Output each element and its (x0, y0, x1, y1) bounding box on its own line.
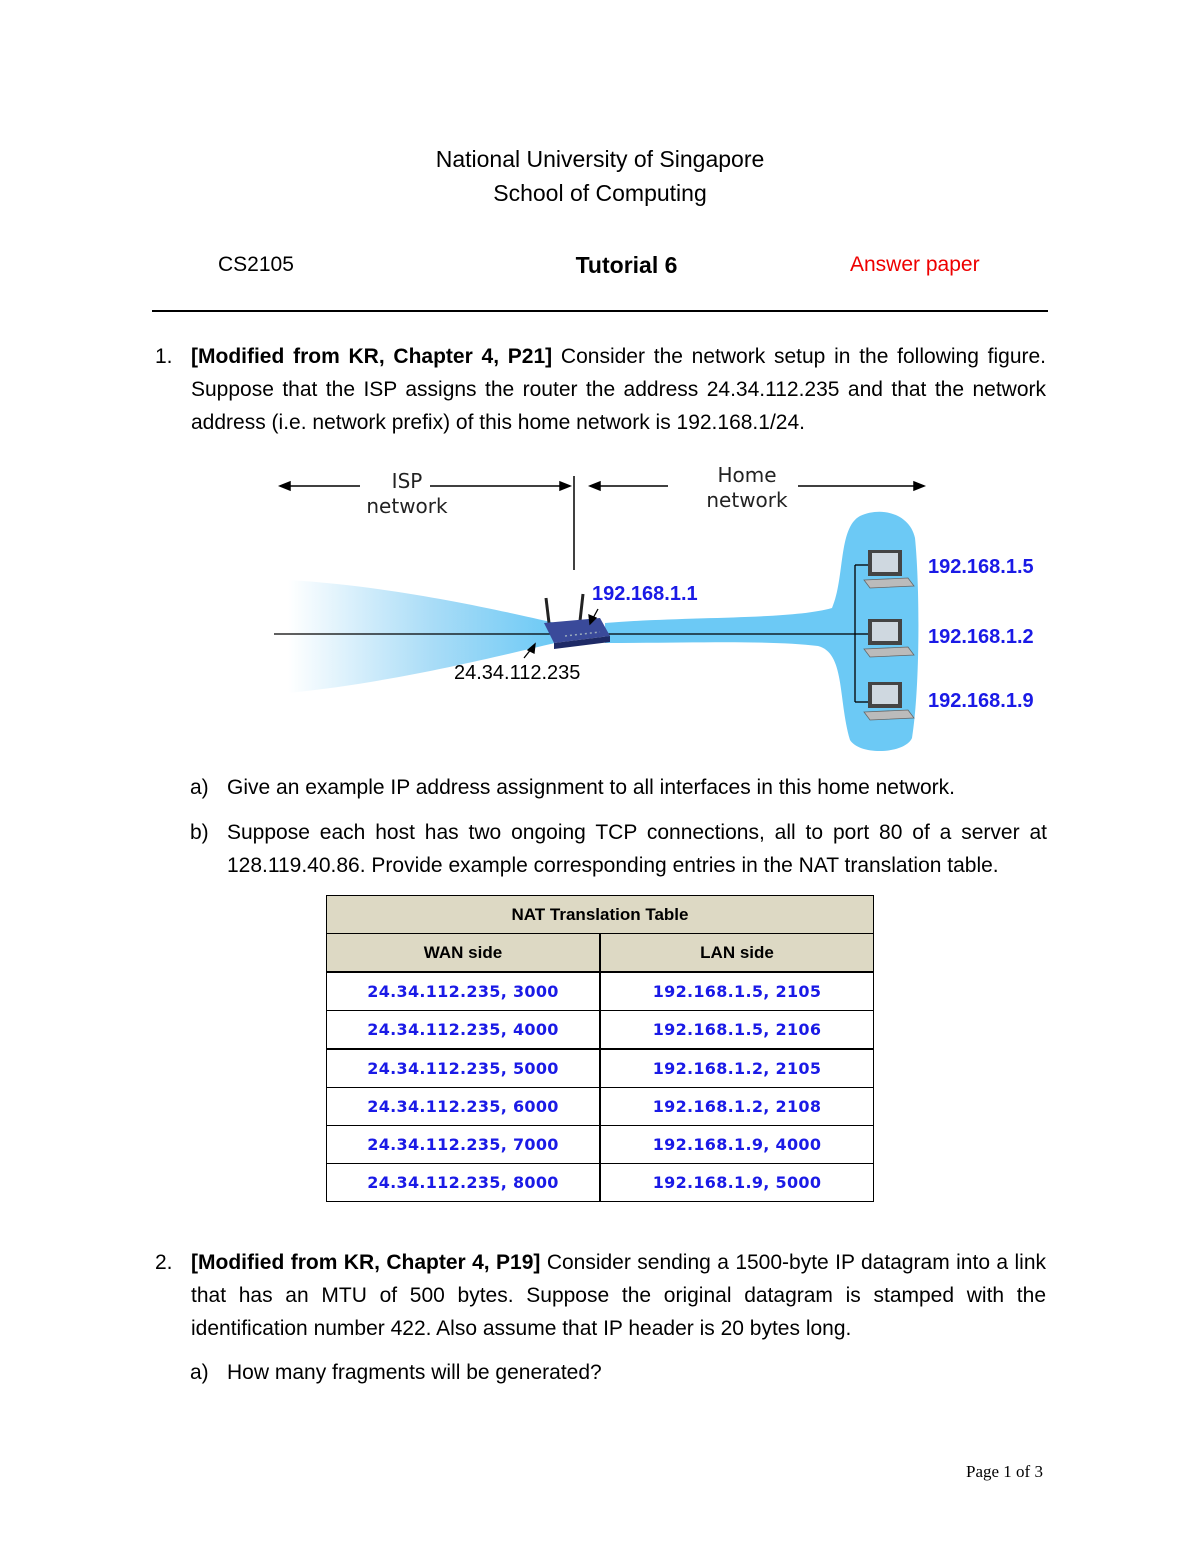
table-row (327, 1011, 874, 1050)
q1b-text: Suppose each host has two ongoing TCP connections, all to port 80 of a server at 128.119.40.86. Provide example corresponding entries in the NAT translation table. (227, 821, 1047, 877)
lan-cell: 192.168.1.9, 4000 (600, 1126, 874, 1164)
isp-label-2: network (366, 494, 448, 518)
router-lan-ip: 192.168.1.1 (592, 583, 698, 605)
lan-cell: 192.168.1.9, 5000 (600, 1164, 874, 1202)
q1-source: [Modified from KR, Chapter 4, P21] (191, 345, 553, 368)
course-code: CS2105 (218, 253, 294, 276)
home-label-2: network (706, 488, 788, 512)
home-label-1: Home (717, 463, 777, 487)
wan-cell: 24.34.112.235, 8000 (327, 1164, 601, 1202)
wan-cell: 24.34.112.235, 5000 (327, 1049, 601, 1088)
q2-number: 2. (155, 1251, 173, 1274)
wan-cell: 24.34.112.235, 3000 (327, 972, 601, 1011)
wan-cell: 24.34.112.235, 4000 (327, 1011, 601, 1050)
q1-text (191, 340, 1046, 439)
col-wan-header: WAN side (327, 934, 601, 973)
school-name: School of Computing (493, 180, 707, 206)
q2-text (191, 1246, 1046, 1345)
paper-type: Answer paper (850, 253, 980, 276)
q2-source: [Modified from KR, Chapter 4, P19] (191, 1251, 541, 1274)
table-row (327, 1088, 874, 1126)
header-rule (152, 310, 1048, 312)
nat-table-title: NAT Translation Table (327, 896, 874, 934)
lan-cell: 192.168.1.2, 2108 (600, 1088, 874, 1126)
q1a-label: a) (190, 776, 209, 799)
table-row (327, 972, 874, 1011)
table-row (327, 1126, 874, 1164)
host-ip-1: 192.168.1.5 (928, 556, 1034, 578)
q2a-label: a) (190, 1361, 209, 1384)
q1-body: Consider the network setup in the following figure. Suppose that the ISP assigns the router the address 24.34.112.235 and that the network address (i.e. network prefix) of this home network is 192.168.1/24. (191, 345, 1047, 434)
lan-cell: 192.168.1.5, 2105 (600, 972, 874, 1011)
q1-number: 1. (155, 345, 173, 368)
table-row (327, 1049, 874, 1088)
q1a-text: Give an example IP address assignment to all interfaces in this home network. (227, 776, 955, 799)
isp-label-1: ISP (391, 469, 423, 493)
university-name: National University of Singapore (435, 146, 765, 172)
table-row (327, 1164, 874, 1202)
boundary-arrows (280, 476, 924, 570)
q2-body: Consider sending a 1500-byte IP datagram into a link that has an MTU of 500 bytes. Suppose the original datagram is stamped with the identification number 422. Also assume that IP header is 20 bytes long. (191, 1251, 1047, 1340)
wan-cell: 24.34.112.235, 6000 (327, 1088, 601, 1126)
q2a-text: How many fragments will be generated? (227, 1361, 602, 1384)
wan-cell: 24.34.112.235, 7000 (327, 1126, 601, 1164)
col-lan-header: LAN side (600, 934, 874, 973)
nat-table (326, 895, 874, 1202)
page-number: Page 1 of 3 (966, 1462, 1043, 1481)
host-ip-3: 192.168.1.9 (928, 690, 1034, 712)
network-figure (270, 458, 1070, 758)
lan-cell: 192.168.1.5, 2106 (600, 1011, 874, 1050)
router-wan-ip: 24.34.112.235 (454, 662, 581, 684)
q1b-label: b) (190, 821, 209, 844)
lan-cell: 192.168.1.2, 2105 (600, 1049, 874, 1088)
tutorial-title: Tutorial 6 (575, 252, 678, 278)
host-ip-2: 192.168.1.2 (928, 626, 1034, 648)
